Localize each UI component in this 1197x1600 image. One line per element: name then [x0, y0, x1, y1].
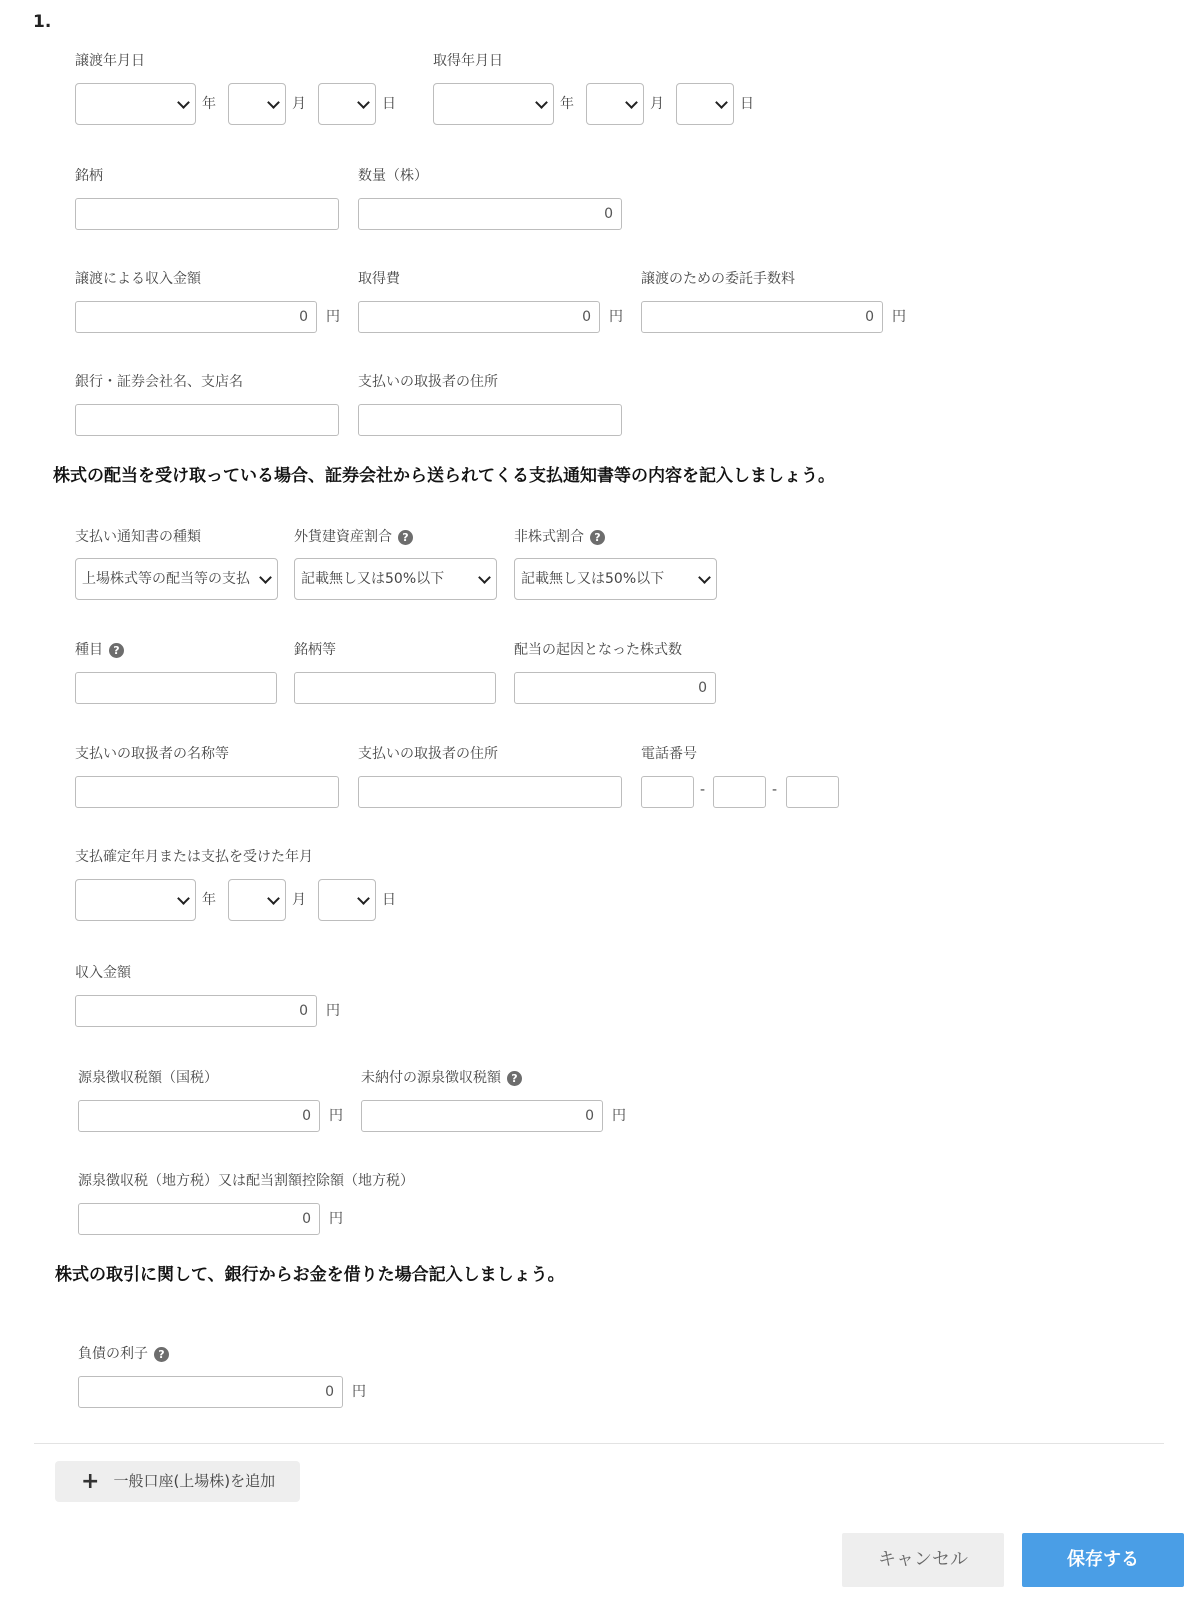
- phone-separator: -: [772, 782, 778, 798]
- foreign-ratio-label: 外貨建資産割合 ?: [294, 529, 413, 545]
- issue-label: 銘柄: [75, 168, 103, 184]
- foreign-ratio-select[interactable]: [294, 558, 497, 600]
- unpaid-withholding-label: 未納付の源泉徴収税額 ?: [361, 1070, 522, 1086]
- payment-month-select[interactable]: [228, 879, 286, 921]
- section-divider: [34, 1443, 1164, 1444]
- help-icon[interactable]: ?: [398, 530, 413, 545]
- phone-separator: -: [700, 782, 706, 798]
- quantity-input[interactable]: [358, 198, 622, 230]
- transfer-date-label: 譲渡年月日: [75, 53, 145, 69]
- transfer-month-select[interactable]: [228, 83, 286, 125]
- chevron-down-icon: [715, 96, 728, 109]
- notice-type-value: 上場株式等の配当等の支払: [82, 571, 250, 587]
- cancel-button[interactable]: キャンセル: [842, 1533, 1004, 1587]
- loan-heading: 株式の取引に関して、銀行からお金を借りた場合記入しましょう。: [55, 1265, 565, 1285]
- income-label: 収入金額: [75, 965, 131, 981]
- withholding-local-label: 源泉徴収税（地方税）又は配当割額控除額（地方税）: [78, 1173, 414, 1189]
- acquisition-month-select[interactable]: [586, 83, 644, 125]
- yen-unit: 円: [329, 1211, 343, 1227]
- category-label: 種目 ?: [75, 642, 124, 658]
- payment-day-select[interactable]: [318, 879, 376, 921]
- acquisition-cost-label: 取得費: [358, 271, 400, 287]
- bank-label: 銀行・証券会社名、支店名: [75, 374, 243, 390]
- add-general-account-label: 一般口座(上場株)を追加: [113, 1472, 276, 1490]
- help-icon[interactable]: ?: [507, 1071, 522, 1086]
- day-unit: 日: [382, 96, 396, 112]
- month-unit: 月: [292, 96, 306, 112]
- proceeds-input[interactable]: [75, 301, 317, 333]
- day-unit: 日: [740, 96, 754, 112]
- commission-input[interactable]: [641, 301, 883, 333]
- non-stock-ratio-select[interactable]: [514, 558, 717, 600]
- withholding-national-label: 源泉徴収税額（国税）: [78, 1070, 218, 1086]
- dividend-payer-address-input[interactable]: [358, 776, 622, 808]
- phone-line-input[interactable]: [786, 776, 839, 808]
- chevron-down-icon: [625, 96, 638, 109]
- acquisition-date-label: 取得年月日: [433, 53, 503, 69]
- chevron-down-icon: [357, 892, 370, 905]
- yen-unit: 円: [326, 309, 340, 325]
- month-unit: 月: [650, 96, 664, 112]
- payment-year-select[interactable]: [75, 879, 196, 921]
- yen-unit: 円: [892, 309, 906, 325]
- entry-number: 1.: [33, 12, 52, 32]
- dividend-heading: 株式の配当を受け取っている場合、証券会社から送られてくる支払通知書等の内容を記入しましょう。: [53, 466, 835, 486]
- foreign-ratio-value: 記載無し又は50%以下: [301, 571, 445, 587]
- help-icon[interactable]: ?: [109, 643, 124, 658]
- non-stock-ratio-label: 非株式割合 ?: [514, 529, 605, 545]
- payer-name-label: 支払いの取扱者の名称等: [75, 746, 229, 762]
- phone-area-input[interactable]: [641, 776, 694, 808]
- dividend-payer-address-label: 支払いの取扱者の住所: [358, 746, 498, 762]
- notice-type-label: 支払い通知書の種類: [75, 529, 201, 545]
- save-button[interactable]: 保存する: [1022, 1533, 1184, 1587]
- year-unit: 年: [202, 892, 216, 908]
- add-general-account-button[interactable]: [55, 1461, 300, 1502]
- chevron-down-icon: [177, 96, 190, 109]
- commission-label: 譲渡のための委託手数料: [641, 271, 795, 287]
- yen-unit: 円: [609, 309, 623, 325]
- year-unit: 年: [560, 96, 574, 112]
- chevron-down-icon: [357, 96, 370, 109]
- plus-icon: +: [81, 1469, 100, 1494]
- income-input[interactable]: [75, 995, 317, 1027]
- phone-prefix-input[interactable]: [713, 776, 766, 808]
- payment-date-label: 支払確定年月または支払を受けた年月: [75, 849, 313, 865]
- yen-unit: 円: [326, 1003, 340, 1019]
- dividend-issue-label: 銘柄等: [294, 642, 336, 658]
- issue-input[interactable]: [75, 198, 339, 230]
- chevron-down-icon: [267, 892, 280, 905]
- shares-label: 配当の起因となった株式数: [514, 642, 682, 658]
- unpaid-withholding-input[interactable]: [361, 1100, 603, 1132]
- year-unit: 年: [202, 96, 216, 112]
- interest-label: 負債の利子 ?: [78, 1346, 169, 1362]
- dividend-issue-input[interactable]: [294, 672, 496, 704]
- help-icon[interactable]: ?: [154, 1347, 169, 1362]
- chevron-down-icon: [177, 892, 190, 905]
- payer-address-input[interactable]: [358, 404, 622, 436]
- acquisition-cost-input[interactable]: [358, 301, 600, 333]
- chevron-down-icon: [698, 571, 711, 584]
- day-unit: 日: [382, 892, 396, 908]
- help-icon[interactable]: ?: [590, 530, 605, 545]
- chevron-down-icon: [259, 571, 272, 584]
- proceeds-label: 譲渡による収入金額: [75, 271, 201, 287]
- bank-input[interactable]: [75, 404, 339, 436]
- transfer-day-select[interactable]: [318, 83, 376, 125]
- quantity-label: 数量（株）: [358, 168, 428, 184]
- yen-unit: 円: [352, 1384, 366, 1400]
- payer-address-label: 支払いの取扱者の住所: [358, 374, 498, 390]
- phone-label: 電話番号: [641, 746, 697, 762]
- payer-name-input[interactable]: [75, 776, 339, 808]
- shares-input[interactable]: [514, 672, 716, 704]
- notice-type-select[interactable]: [75, 558, 278, 600]
- chevron-down-icon: [478, 571, 491, 584]
- withholding-local-input[interactable]: [78, 1203, 320, 1235]
- category-input[interactable]: [75, 672, 277, 704]
- chevron-down-icon: [535, 96, 548, 109]
- interest-input[interactable]: [78, 1376, 343, 1408]
- withholding-national-input[interactable]: [78, 1100, 320, 1132]
- month-unit: 月: [292, 892, 306, 908]
- chevron-down-icon: [267, 96, 280, 109]
- acquisition-year-select[interactable]: [433, 83, 554, 125]
- non-stock-ratio-value: 記載無し又は50%以下: [521, 571, 665, 587]
- yen-unit: 円: [612, 1108, 626, 1124]
- transfer-year-select[interactable]: [75, 83, 196, 125]
- acquisition-day-select[interactable]: [676, 83, 734, 125]
- yen-unit: 円: [329, 1108, 343, 1124]
